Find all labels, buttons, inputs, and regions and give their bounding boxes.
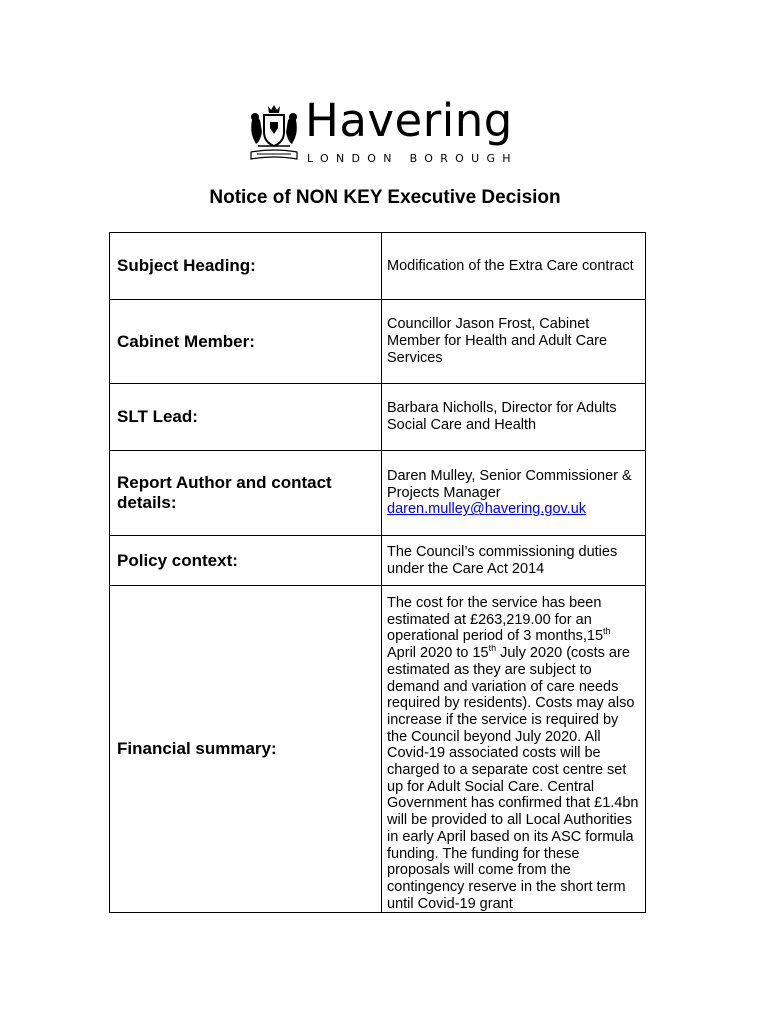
row-value: Barbara Nicholls, Director for Adults Social Care and Health [382, 384, 646, 451]
row-label: Financial summary: [110, 586, 382, 913]
logo-subtitle: LONDON BOROUGH [307, 152, 518, 165]
row-label: Cabinet Member: [110, 300, 382, 384]
table-row [110, 536, 646, 586]
row-label: SLT Lead: [110, 384, 382, 451]
table-row [110, 300, 646, 384]
havering-logo [248, 94, 528, 166]
row-label: Subject Heading: [110, 233, 382, 300]
author-text: Daren Mulley, Senior Commissioner & Projects Manager [387, 467, 632, 501]
table-row [110, 233, 646, 300]
row-value [382, 451, 646, 536]
author-email-link[interactable]: daren.mulley@havering.gov.uk [387, 501, 587, 518]
page-title: Notice of NON KEY Executive Decision [209, 187, 561, 208]
financial-text-2: April 2020 to 15 [387, 645, 489, 662]
logo-wordmark: Havering [305, 94, 513, 147]
table-row [110, 586, 646, 913]
table-row [110, 451, 646, 536]
table-row [110, 384, 646, 451]
financial-text-3: July 2020 (costs are estimated as they are subject to demand and variation of care needs required by residents). Costs may also increase if the service is required by the Council beyond July 2020. All Covid-19 associated costs will be charged to a separate cost centre set up for Adult Social Care. Central Government has confirmed that £1.4bn will be provided to all Local Authorities in early April based on its ASC formula funding. The funding for these proposals will come from the contingency reserve in the short term until Covid-19 grant [387, 645, 639, 912]
row-label: Report Author and contact details: [110, 451, 382, 536]
row-value [382, 586, 646, 913]
row-value: The Council’s commissioning duties under the Care Act 2014 [382, 536, 646, 586]
financial-text-1: The cost for the service has been estimated at £263,219.00 for an operational period of 3 months,15 [387, 595, 604, 645]
row-label: Policy context: [110, 536, 382, 586]
ordinal-suffix: th [603, 626, 611, 637]
ordinal-suffix: th [488, 643, 497, 654]
row-value: Councillor Jason Frost, Cabinet Member for Health and Adult Care Services [382, 300, 646, 384]
coat-of-arms-icon [248, 104, 300, 164]
row-value: Modification of the Extra Care contract [382, 233, 646, 300]
decision-table [109, 232, 646, 913]
